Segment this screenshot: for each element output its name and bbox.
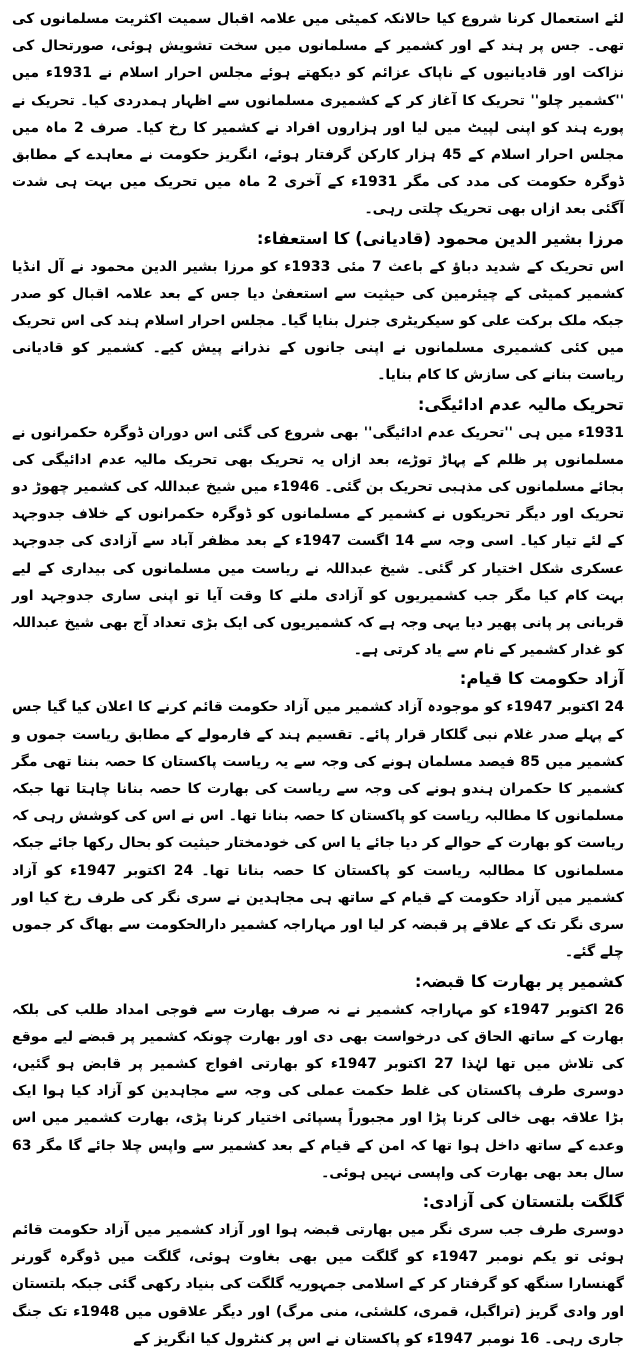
intro-paragraph: لئے استعمال کرنا شروع کیا حالانکہ کمیٹی میں علامہ اقبال سمیت اکثریت مسلمانوں کی تھی۔ جس پر ہند کے اور کشمیر کے مسلمانوں میں سخت تشویش ہوئی، صورتحال کی نزاکت اور قادیانیوں کے ناپاک عزائم کو دیکھتے ہوئے مجلس احرار اسلام نے 1931ء میں ''کشمیر چلو'' تحریک کا آغاز کر کے کشمیری مسلمانوں سے اظہار ہمدردی کیا۔ تحریک نے پورے ہند کو اپنی لپیٹ میں لیا اور ہزاروں افراد نے کشمیر کا رخ کیا۔ صرف 2 ماہ میں مجلس احرار اسلام کے 45 ہزار کارکن گرفتار ہوئے، انگریز حکومت نے معاہدے کے مطابق ڈوگرہ حکومت کی مدد کی مگر 1931ء کے آخری 2 ماہ میں تحریک میں بہت ہی شدت آگئی بعد ازاں بھی تحریک چلتی رہی۔ (12, 11, 624, 218)
section-heading-gilgit-baltistan: گلگت بلتستان کی آزادی: (422, 1191, 624, 1211)
section-heading-resignation: مرزا بشیر الدین محمود (قادیانی) کا استعفاء: (256, 228, 624, 248)
gilgit-baltistan-paragraph: دوسری طرف جب سری نگر میں بھارتی قبضہ ہوا اور آزاد کشمیر میں آزاد حکومت قائم ہوئی تو یکم نومبر 1947ء کو گلگت میں بھی بغاوت ہوئی، گلگت میں ڈوگرہ گورنر گھنسارا سنگھ کو گرفتار کر کے اسلامی جمہوریہ گلگت کی بنیاد رکھی گئی جبکہ بلتستان اور وادی گریز (تراگبل، قمری، کلشئی، منی مرگ) اور دیگر علاقوں میں 1948ء تک جنگ جاری رہی۔ 16 نومبر 1947ء کو پاکستان نے اس پر کنٹرول کیا انگریز کے (12, 1221, 625, 1347)
revenue-movement-paragraph: 1931ء میں ہی ''تحریک عدم ادائیگی'' بھی شروع کی گئی اس دوران ڈوگرہ حکمرانوں نے مسلمانوں پر ظلم کے پہاڑ توڑے، بعد ازاں یہ تحریک بھی تحریک مالیہ عدم ادائیگی کی بجائے مسلمانوں کی مذہبی تحریک بن گئی۔ 1946ء میں شیخ عبداللہ کی کشمیر چھوڑ دو تحریک اور دیگر تحریکوں نے کشمیر کے مسلمانوں کو ڈوگرہ حکمرانوں کے خلاف جدوجہد کے لئے تیار کیا۔ اسی وجہ سے 14 اگست 1947ء کے بعد مظفر آباد سے آزادی کی جدوجہد عسکری شکل اختیار کر گئی۔ شیخ عبداللہ نے ریاست میں مسلمانوں کی بیداری کے لیے بہت کام کیا مگر جب کشمیریوں کو آزادی ملنے کا وقت آیا تو اپنی ساری جدوجہد اور قربانی پر پانی پھیر دیا یہی وجہ ہے کہ کشمیریوں کی ایک بڑی تعداد آج بھی شیخ عبداللہ کو غدار کشمیر کے نام سے یاد کرتی ہے۔ (12, 424, 625, 659)
section-heading-azad-government: آزاد حکومت کا قیام: (459, 669, 624, 689)
section-heading-india-occupation: کشمیر پر بھارت کا قبضہ: (414, 971, 624, 991)
azad-government-paragraph: 24 اکتوبر 1947ء کو موجودہ آزاد کشمیر میں آزاد حکومت قائم کرنے کا اعلان کیا گیا جس کے پہلے صدر غلام نبی گلکار قرار پائے۔ تقسیم ہند کے فارمولے کے مطابق ریاست جموں و کشمیر میں 85 فیصد مسلمان ہونے کی وجہ سے یہ ریاست پاکستان کا حصہ بننا تھی مگر کشمیر کا حکمران ہندو ہونے کی وجہ سے ریاست کی بھارت کا حصہ بنانا چاہتا تھا جبکہ مسلمانوں کا مطالبہ ریاست کو پاکستان کا حصہ بنانا تھا۔ اس نے اس کی کوشش رہی کہ ریاست کو بھارت کے حوالے کر دیا جائے یا اس کی خودمختار حیثیت کو بحال رکھا جائے جبکہ مسلمانوں کا مطالبہ ریاست کو پاکستان کا حصہ بنانا تھا۔ 24 اکتوبر 1947ء کو آزاد کشمیر میں آزاد حکومت کے قیام کے ساتھ ہی مجاہدین نے سری نگر کی طرف رخ کیا اور سری نگر تک کے علاقے پر قبضہ کر لیا اور مہاراجہ کشمیر دارالحکومت سے بھاگ کر جموں چلے گئے۔ (12, 699, 624, 961)
resignation-paragraph: اس تحریک کے شدید دباؤ کے باعث 7 مئی 1933ء کو مرزا بشیر الدین محمود نے آل انڈیا کشمیر کمیٹی کے چیئرمین کی حیثیت سے استعفیٰ دیا جس کے بعد علامہ اقبال کو صدر جبکہ ملک برکت علی کو سیکریٹری جنرل بنایا گیا۔ مجلس احرار اسلام ہند کی اس تحریک میں کئی کشمیری مسلمانوں نے اپنی جانوں کے نذرانے پیش کیے۔ کشمیر کو قادیانی ریاست بنانے کی سازش کا کام بنایا۔ (12, 258, 624, 384)
india-occupation-paragraph: 26 اکتوبر 1947ء کو مہاراجہ کشمیر نے نہ صرف بھارت سے فوجی امداد طلب کی بلکہ بھارت کے ساتھ الحاق کی درخواست بھی دی اور بھارت چونکہ کشمیر پر قبضے لیے موقع کی تلاش میں تھا لہٰذا 27 اکتوبر 1947ء کو بھارتی افواج کشمیر پر قابض ہو گئیں، دوسری طرف پاکستان کی غلط حکمت عملی کی وجہ سے مجاہدین کو آزاد کیا ہوا ایک بڑا علاقہ بھی خالی کرنا پڑا اور مجبوراً پسپائی اختیار کرنا پڑی، بھارت کشمیر میں اس وعدے کے ساتھ داخل ہوا تھا کہ امن کے قیام کے بعد کشمیر سے واپس چلا جائے گا مگر 63 سال بعد بھی بھارت کی واپسی نہیں ہوئی۔ (12, 1001, 624, 1181)
section-heading-revenue-movement: تحریک مالیہ عدم ادائیگی: (417, 394, 624, 414)
